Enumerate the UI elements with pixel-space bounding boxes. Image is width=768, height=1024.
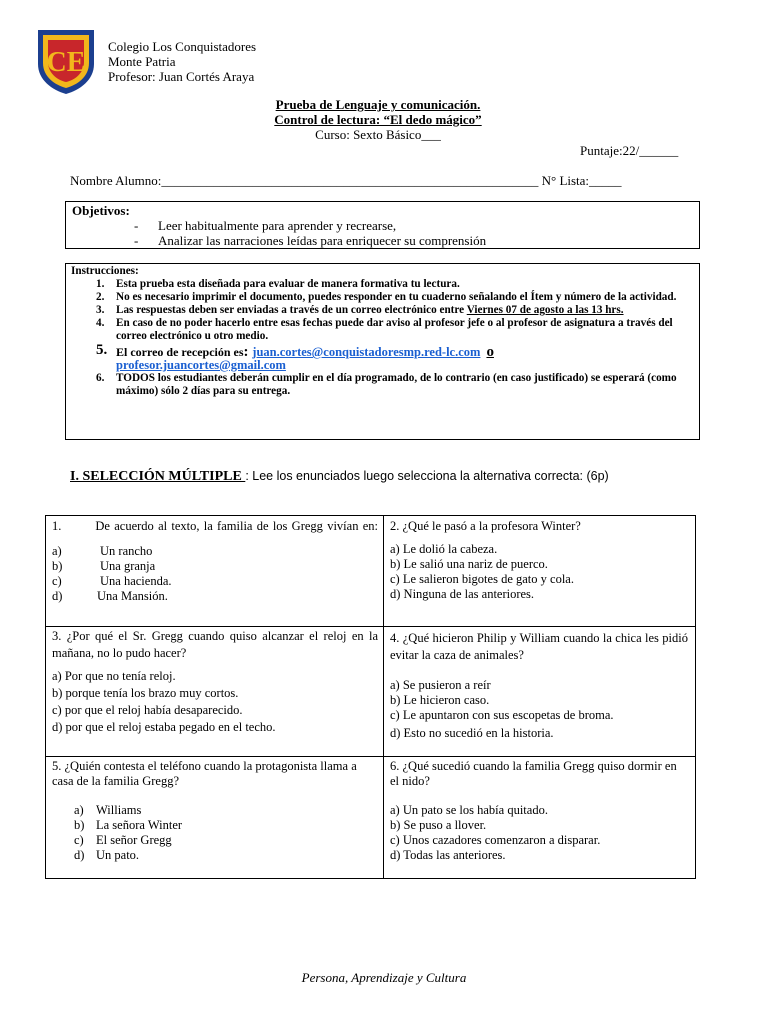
question-1	[52, 519, 378, 604]
question-5	[52, 759, 378, 863]
instruction-item: 4. En caso de no poder hacerlo entre esas fechas puede dar aviso al profesor jefe o al profesor de asignatura a través del correo electrónico u otro medio.	[96, 317, 673, 342]
instruction-item: 6. TODOS los estudiantes deberán cumplir en el día programado, de lo contrario (en caso justificado) se esperará (como máximo) sólo 2 días para su entrega.	[96, 372, 677, 397]
instruction-text: No es necesario imprimir el documento, puedes responder en tu cuaderno señalando el Ítem y número de la actividad.	[116, 291, 677, 303]
option[interactable]: b) Se puso a llover.	[390, 818, 487, 832]
option[interactable]: d) Todas las anteriores.	[390, 848, 506, 862]
instruction-text: Esta prueba esta diseñada para evaluar de manera formativa tu lectura.	[116, 278, 460, 290]
colon: :	[243, 344, 253, 360]
test-title	[0, 97, 768, 142]
option[interactable]: c) El señor Gregg	[74, 833, 172, 847]
instruction-text: TODOS los estudiantes deberán cumplir en el día programado, de lo contrario (en caso justificado) se esperará (como máximo) sólo 2 días para su entrega.	[116, 372, 677, 397]
email-link-1[interactable]: juan.cortes@conquistadoresmp.red-lc.com	[252, 345, 481, 359]
option[interactable]: c) Unos cazadores comenzaron a disparar.	[390, 833, 601, 847]
question-text: 3. ¿Por qué el Sr. Gregg cuando quiso alcanzar el reloj en la mañana, no lo pudo hacer?	[52, 629, 378, 660]
question-6	[390, 759, 688, 863]
option[interactable]: d) Un pato.	[74, 848, 140, 862]
question-3	[52, 628, 378, 736]
school-location: Monte Patria	[108, 54, 176, 69]
option[interactable]: a) Por que no tenía reloj.	[52, 669, 176, 683]
instruction-text: En caso de no poder hacerlo entre esas fechas puede dar aviso al profesor jefe o al profesor de asignatura a través del correo electrónico u otro medio.	[116, 317, 673, 342]
instruction-text: Las respuestas deben ser enviadas a través de un correo electrónico entre	[116, 304, 467, 316]
school-name: Colegio Los Conquistadores	[108, 39, 257, 54]
instruction-item: 2. No es necesario imprimir el documento, puedes responder en tu cuaderno señalando el Ítem y número de la actividad.	[96, 291, 677, 303]
instruction-text: El correo de recepción es	[116, 345, 244, 359]
objective-item: - Analizar las narraciones leídas para enriquecer su comprensión	[134, 233, 487, 248]
instruction-item: 1. Esta prueba esta diseñada para evaluar de manera formativa tu lectura.	[96, 278, 460, 290]
objectives-box	[65, 201, 700, 249]
instructions-box	[65, 263, 700, 440]
title-line-2: Control de lectura: “El dedo mágico”	[274, 112, 482, 127]
title-line-1: Prueba de Lenguaje y comunicación.	[275, 97, 481, 112]
course-line: Curso: Sexto Básico___	[315, 127, 441, 142]
option[interactable]: a) Williams	[74, 803, 142, 817]
option[interactable]: a) Le dolió la cabeza.	[390, 542, 498, 556]
option[interactable]: b) porque tenía los brazo muy cortos.	[52, 686, 239, 700]
option[interactable]: d) por que el reloj estaba pegado en el techo.	[52, 720, 276, 734]
question-2	[390, 519, 688, 602]
objective-item: - Leer habitualmente para aprender y recrearse,	[134, 218, 397, 233]
option[interactable]: b) Una granja	[52, 559, 156, 573]
objective-text: Leer habitualmente para aprender y recrearse,	[158, 218, 397, 233]
question-4	[390, 630, 688, 741]
option[interactable]: b) La señora Winter	[74, 818, 183, 832]
option[interactable]: c) Una hacienda.	[52, 574, 172, 588]
question-text: 5. ¿Quién contesta el teléfono cuando la protagonista llama a casa de la familia Gregg?	[52, 759, 357, 788]
option[interactable]: c) Le salieron bigotes de gato y cola.	[390, 572, 574, 586]
email-link-2[interactable]: profesor.juancortes@gmail.com	[116, 358, 286, 372]
section-heading	[70, 468, 609, 485]
teacher-name: Profesor: Juan Cortés Araya	[108, 69, 255, 84]
score-line: Puntaje:22/______	[580, 143, 679, 158]
option[interactable]: c) Le apuntaron con sus escopetas de broma.	[390, 708, 614, 722]
instructions-heading: Instrucciones:	[71, 265, 139, 277]
option[interactable]: b) Le hicieron caso.	[390, 693, 490, 707]
instructions-list	[96, 278, 688, 398]
question-text: De acuerdo al texto, la familia de los Gregg vivían en:	[95, 519, 378, 533]
option[interactable]: a) Un rancho	[52, 544, 153, 558]
option[interactable]: d) Ninguna de las anteriores.	[390, 587, 535, 601]
deadline-text: Viernes 07 de agosto a las 13 hrs.	[466, 304, 624, 316]
instruction-item: 3. Las respuestas deben ser enviadas a través de un correo electrónico entre Viernes 07 de agosto a las 13 hrs.	[96, 304, 624, 316]
objectives-heading: Objetivos:	[72, 203, 130, 218]
questions-table	[45, 515, 696, 879]
section-title: I. SELECCIÓN MÚLTIPLE	[70, 469, 246, 484]
option[interactable]: d) Una Mansión.	[52, 589, 168, 603]
logo-letters: CE	[46, 47, 86, 78]
section-instruction: : Lee los enunciados luego selecciona la alternativa correcta: (6p)	[245, 469, 609, 483]
or-text: o	[486, 344, 494, 360]
question-text: 2. ¿Qué le pasó a la profesora Winter?	[390, 519, 581, 533]
objective-text: Analizar las narraciones leídas para enriquecer su comprensión	[158, 233, 487, 248]
option[interactable]: c) por que el reloj había desaparecido.	[52, 703, 243, 717]
option[interactable]: a) Se pusieron a reír	[390, 678, 491, 692]
option[interactable]: b) Le salió una nariz de puerco.	[390, 557, 548, 571]
question-text: 6. ¿Qué sucedió cuando la familia Gregg quiso dormir en el nido?	[390, 759, 677, 788]
footer-motto: Persona, Aprendizaje y Cultura	[301, 970, 467, 985]
option[interactable]: a) Un pato se los había quitado.	[390, 803, 548, 817]
question-number: 1.	[52, 519, 62, 533]
student-name-line: Nombre Alumno:__________________________________________________________ N° Lista:_____	[70, 173, 622, 188]
question-text: 4. ¿Qué hicieron Philip y William cuando la chica les pidió evitar la caza de animales?	[390, 631, 688, 662]
school-info	[108, 39, 256, 84]
school-logo	[34, 26, 98, 96]
option[interactable]: d) Esto no sucedió en la historia.	[390, 726, 554, 740]
instruction-item: 5. El correo de recepción es: juan.cortes@conquistadoresmp.red-lc.com o profesor.juancortes@gmail.com	[96, 342, 494, 372]
